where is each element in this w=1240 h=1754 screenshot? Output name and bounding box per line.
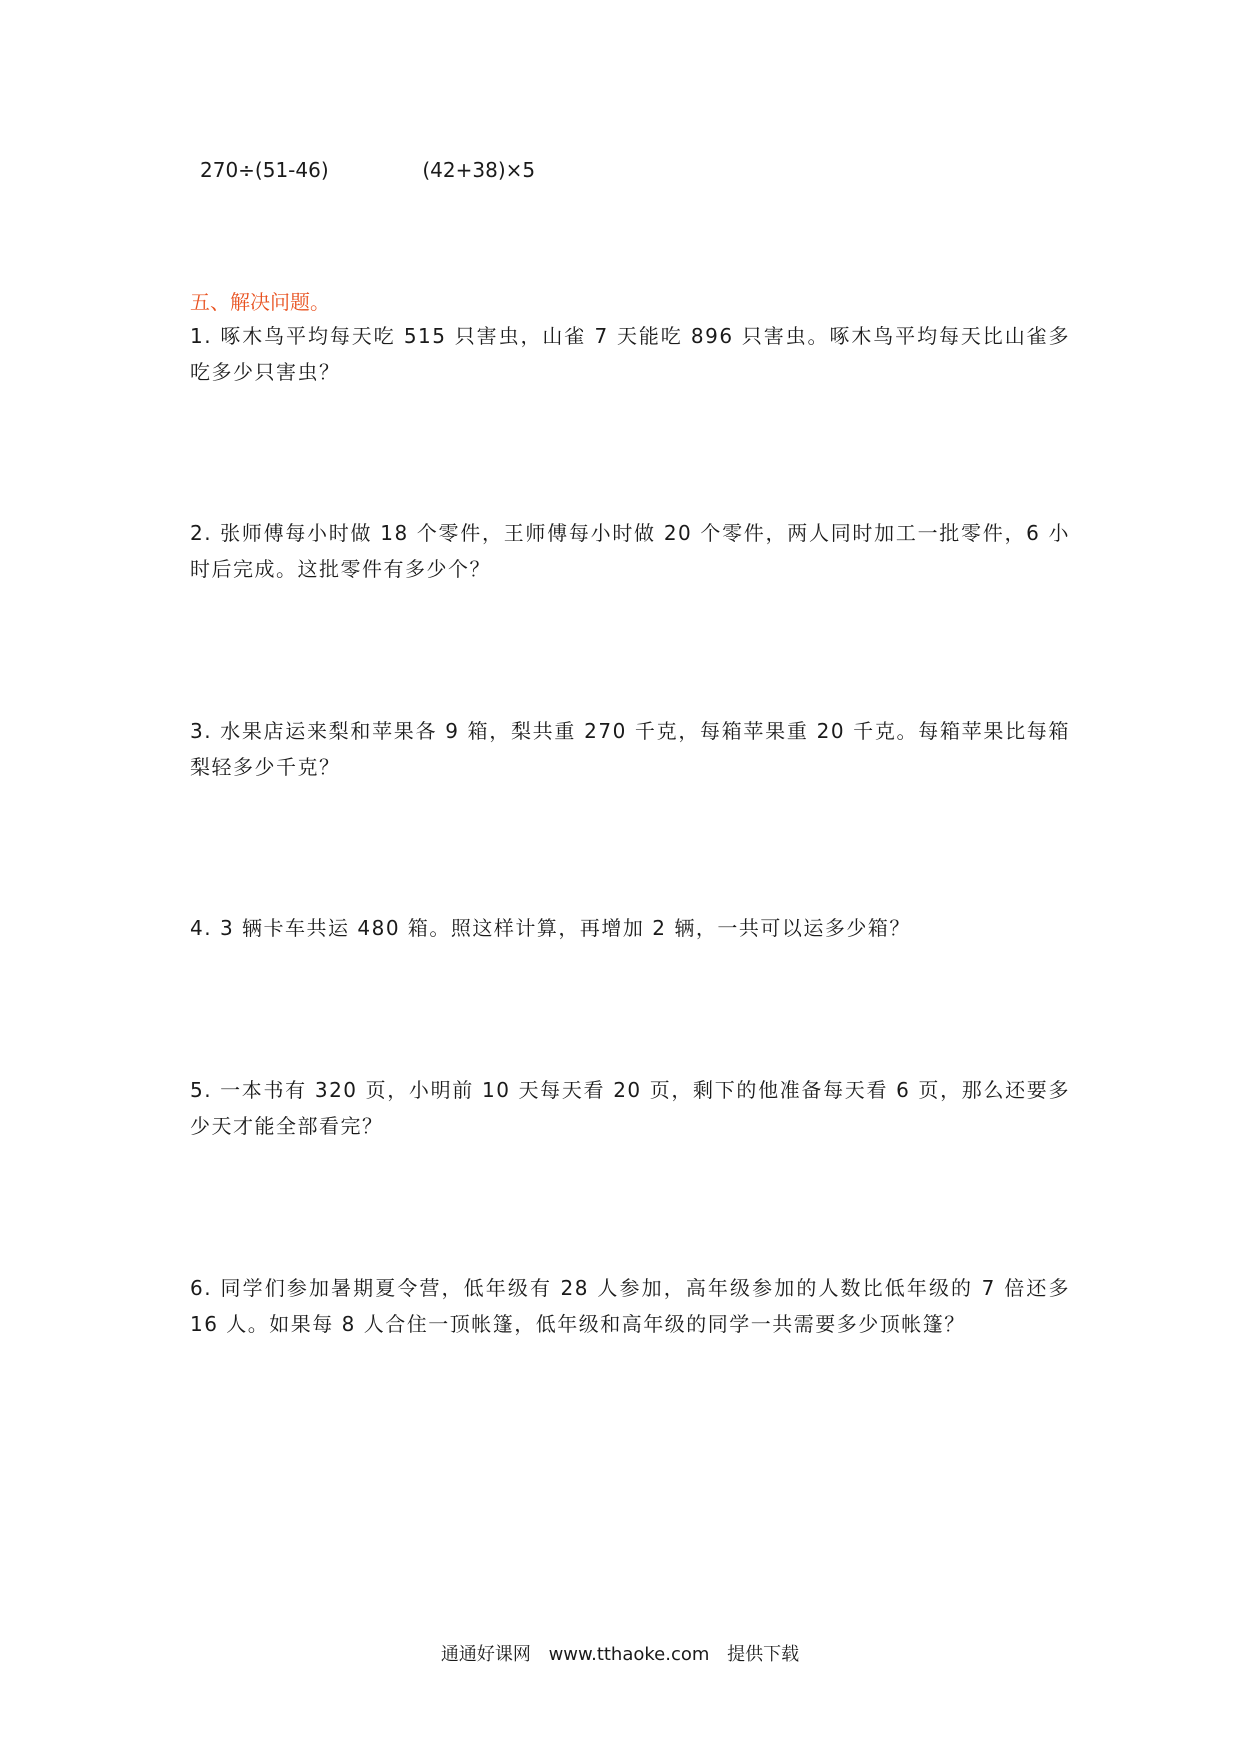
section-title: 五、解决问题。 (190, 290, 330, 314)
problem-1: 1. 啄木鸟平均每天吃 515 只害虫，山雀 7 天能吃 896 只害虫。啄木鸟平均每天比山雀多吃多少只害虫？ (190, 324, 1070, 384)
problem-6: 6. 同学们参加暑期夏令营，低年级有 28 人参加，高年级参加的人数比低年级的 7 倍还多 16 人。如果每 8 人合住一顶帐篷，低年级和高年级的同学一共需要多少顶帐篷？ (190, 1276, 1070, 1336)
expression-1: 270÷(51-46) (200, 158, 329, 182)
footer-suffix: 提供下载 (727, 1644, 800, 1665)
page-footer (0, 1642, 1240, 1668)
problem-2: 2. 张师傅每小时做 18 个零件，王师傅每小时做 20 个零件，两人同时加工一批零件，6 小时后完成。这批零件有多少个？ (190, 521, 1070, 581)
problem-5: 5. 一本书有 320 页，小明前 10 天每天看 20 页，剩下的他准备每天看 6 页，那么还要多少天才能全部看完？ (190, 1078, 1070, 1138)
expression-row (200, 156, 535, 184)
footer-site-name: 通通好课网 (440, 1644, 531, 1665)
footer-url: www.tthaoke.com (548, 1644, 710, 1665)
problem-3: 3. 水果店运来梨和苹果各 9 箱，梨共重 270 千克，每箱苹果重 20 千克。每箱苹果比每箱梨轻多少千克？ (190, 719, 1070, 779)
expression-2: (42+38)×5 (422, 158, 536, 182)
problem-4: 4. 3 辆卡车共运 480 箱。照这样计算，再增加 2 辆，一共可以运多少箱？ (190, 916, 911, 940)
